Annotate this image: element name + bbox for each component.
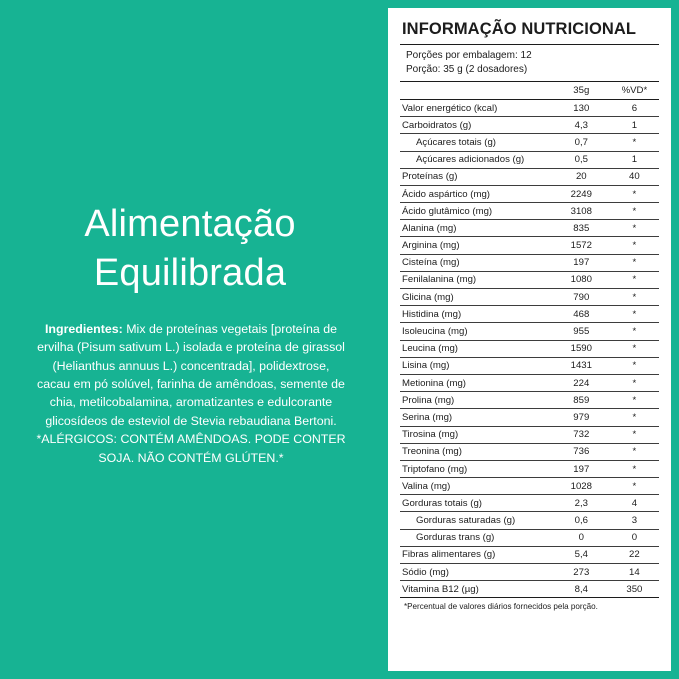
nutrient-amount: 197 (553, 460, 610, 477)
nutrient-label: Gorduras saturadas (g) (400, 512, 553, 529)
table-row (400, 168, 659, 185)
nutrient-label: Proteínas (g) (400, 168, 553, 185)
nutrient-label: Açúcares totais (g) (400, 134, 553, 151)
nutrient-amount: 2249 (553, 185, 610, 202)
table-row (400, 340, 659, 357)
nutrient-daily-value: * (610, 237, 659, 254)
nutrient-label: Sódio (mg) (400, 564, 553, 581)
column-header-nutrient (400, 82, 553, 99)
nutrient-label: Leucina (mg) (400, 340, 553, 357)
nutrient-amount: 468 (553, 306, 610, 323)
nutrient-amount: 1572 (553, 237, 610, 254)
nutrient-daily-value: * (610, 220, 659, 237)
nutrient-label: Valina (mg) (400, 478, 553, 495)
nutrient-amount: 224 (553, 374, 610, 391)
nutrient-label: Fibras alimentares (g) (400, 546, 553, 563)
nutrient-label: Isoleucina (mg) (400, 323, 553, 340)
nutrient-daily-value: 14 (610, 564, 659, 581)
headline-line-2: Equilibrada (93, 251, 287, 294)
table-row (400, 409, 659, 426)
table-row (400, 203, 659, 220)
nutrient-daily-value: * (610, 409, 659, 426)
nutrient-daily-value: * (610, 374, 659, 391)
table-row (400, 443, 659, 460)
nutrient-daily-value: * (610, 443, 659, 460)
nutrient-amount: 1431 (553, 357, 610, 374)
nutrient-label: Gorduras trans (g) (400, 529, 553, 546)
table-row (400, 99, 659, 116)
nutrient-amount: 20 (553, 168, 610, 185)
nutrient-amount: 0,7 (553, 134, 610, 151)
column-header-dv: %VD* (610, 82, 659, 99)
table-row (400, 460, 659, 477)
table-row (400, 271, 659, 288)
table-row (400, 357, 659, 374)
nutrient-amount: 273 (553, 564, 610, 581)
nutrient-daily-value: 3 (610, 512, 659, 529)
table-row (400, 564, 659, 581)
nutrient-daily-value: * (610, 323, 659, 340)
nutrient-amount: 955 (553, 323, 610, 340)
nutrient-label: Lisina (mg) (400, 357, 553, 374)
nutrient-label: Fenilalanina (mg) (400, 271, 553, 288)
table-row (400, 237, 659, 254)
nutrient-daily-value: * (610, 460, 659, 477)
table-row (400, 117, 659, 134)
nutrient-amount: 1028 (553, 478, 610, 495)
table-row (400, 495, 659, 512)
column-header-amount: 35g (553, 82, 610, 99)
nutrient-amount: 835 (553, 220, 610, 237)
nutrient-daily-value: 350 (610, 581, 659, 598)
table-row (400, 478, 659, 495)
page-title (0, 200, 380, 297)
nutrient-amount: 130 (553, 99, 610, 116)
nutrient-amount: 979 (553, 409, 610, 426)
table-row (400, 392, 659, 409)
table-row (400, 185, 659, 202)
nutrient-daily-value: * (610, 478, 659, 495)
nutrient-daily-value: * (610, 134, 659, 151)
ingredients-block (36, 320, 346, 467)
nutrition-table (400, 82, 659, 598)
nutrient-label: Glicina (mg) (400, 289, 553, 306)
nutrient-amount: 3108 (553, 203, 610, 220)
nutrient-daily-value: * (610, 426, 659, 443)
nutrient-label: Ácido aspártico (mg) (400, 185, 553, 202)
nutrient-label: Ácido glutâmico (mg) (400, 203, 553, 220)
nutrient-amount: 197 (553, 254, 610, 271)
nutrition-facts-panel (388, 8, 671, 671)
table-header-row (400, 82, 659, 99)
nutrient-amount: 790 (553, 289, 610, 306)
nutrient-daily-value: 0 (610, 529, 659, 546)
table-row (400, 151, 659, 168)
table-row (400, 581, 659, 598)
nutrient-daily-value: * (610, 271, 659, 288)
table-row (400, 374, 659, 391)
allergen-warning: *ALÉRGICOS: CONTÉM AMÊNDOAS. PODE CONTER SOJA. NÃO CONTÉM GLÚTEN.* (36, 432, 346, 465)
nutrient-label: Prolina (mg) (400, 392, 553, 409)
nutrient-label: Arginina (mg) (400, 237, 553, 254)
nutrient-daily-value: * (610, 254, 659, 271)
nutrient-daily-value: * (610, 392, 659, 409)
nutrient-label: Triptofano (mg) (400, 460, 553, 477)
nutrient-daily-value: * (610, 185, 659, 202)
nutrient-amount: 732 (553, 426, 610, 443)
nutrient-daily-value: * (610, 357, 659, 374)
table-row (400, 323, 659, 340)
table-row (400, 220, 659, 237)
nutrient-label: Metionina (mg) (400, 374, 553, 391)
nutrient-daily-value: 4 (610, 495, 659, 512)
nutrient-amount: 0 (553, 529, 610, 546)
nutrition-footnote: *Percentual de valores diários fornecidos pela porção. (404, 602, 598, 612)
nutrient-amount: 8,4 (553, 581, 610, 598)
nutrient-amount: 4,3 (553, 117, 610, 134)
nutrient-label: Serina (mg) (400, 409, 553, 426)
nutrient-label: Valor energético (kcal) (400, 99, 553, 116)
nutrient-daily-value: * (610, 289, 659, 306)
servings-per-package: Porções por embalagem: 12 (406, 50, 532, 61)
nutrient-label: Cisteína (mg) (400, 254, 553, 271)
nutrient-label: Carboidratos (g) (400, 117, 553, 134)
nutrient-daily-value: * (610, 340, 659, 357)
nutrient-amount: 859 (553, 392, 610, 409)
nutrient-amount: 2,3 (553, 495, 610, 512)
nutrient-label: Gorduras totais (g) (400, 495, 553, 512)
nutrient-label: Treonina (mg) (400, 443, 553, 460)
nutrient-daily-value: 1 (610, 117, 659, 134)
table-row (400, 512, 659, 529)
nutrient-daily-value: 22 (610, 546, 659, 563)
headline-line-1: Alimentação (84, 203, 296, 245)
table-row (400, 306, 659, 323)
nutrient-amount: 0,6 (553, 512, 610, 529)
table-row (400, 529, 659, 546)
nutrient-label: Vitamina B12 (µg) (400, 581, 553, 598)
nutrition-table-body (400, 99, 659, 597)
ingredients-label: Ingredientes: (44, 322, 123, 336)
table-row (400, 289, 659, 306)
nutrient-amount: 1080 (553, 271, 610, 288)
nutrient-label: Tirosina (mg) (400, 426, 553, 443)
nutrient-amount: 0,5 (553, 151, 610, 168)
nutrient-amount: 5,4 (553, 546, 610, 563)
table-row (400, 546, 659, 563)
nutrient-daily-value: 6 (610, 99, 659, 116)
serving-size: Porção: 35 g (2 dosadores) (406, 64, 528, 76)
serving-info (400, 45, 659, 82)
nutrient-amount: 1590 (553, 340, 610, 357)
table-row (400, 254, 659, 271)
nutrient-amount: 736 (553, 443, 610, 460)
nutrient-label: Histidina (mg) (400, 306, 553, 323)
ingredients-text: Mix de proteínas vegetais [proteína de ervilha (Pisum sativum L.) isolada e proteína de girassol (Helianthus annuus L.) concentrada], polidextrose, cacau em pó solúvel, farinha de amêndoas, semente de chia, metilcobalamina, aromatizantes e edulcorante glicosídeos de esteviol de Stevia rebaudiana Bertoni. (37, 322, 345, 428)
table-row (400, 134, 659, 151)
table-row (400, 426, 659, 443)
nutrient-label: Alanina (mg) (400, 220, 553, 237)
nutrition-title: INFORMAÇÃO NUTRICIONAL (400, 18, 659, 45)
nutrient-daily-value: * (610, 306, 659, 323)
nutrient-daily-value: 1 (610, 151, 659, 168)
nutrient-label: Açúcares adicionados (g) (400, 151, 553, 168)
nutrient-daily-value: * (610, 203, 659, 220)
nutrient-daily-value: 40 (610, 168, 659, 185)
